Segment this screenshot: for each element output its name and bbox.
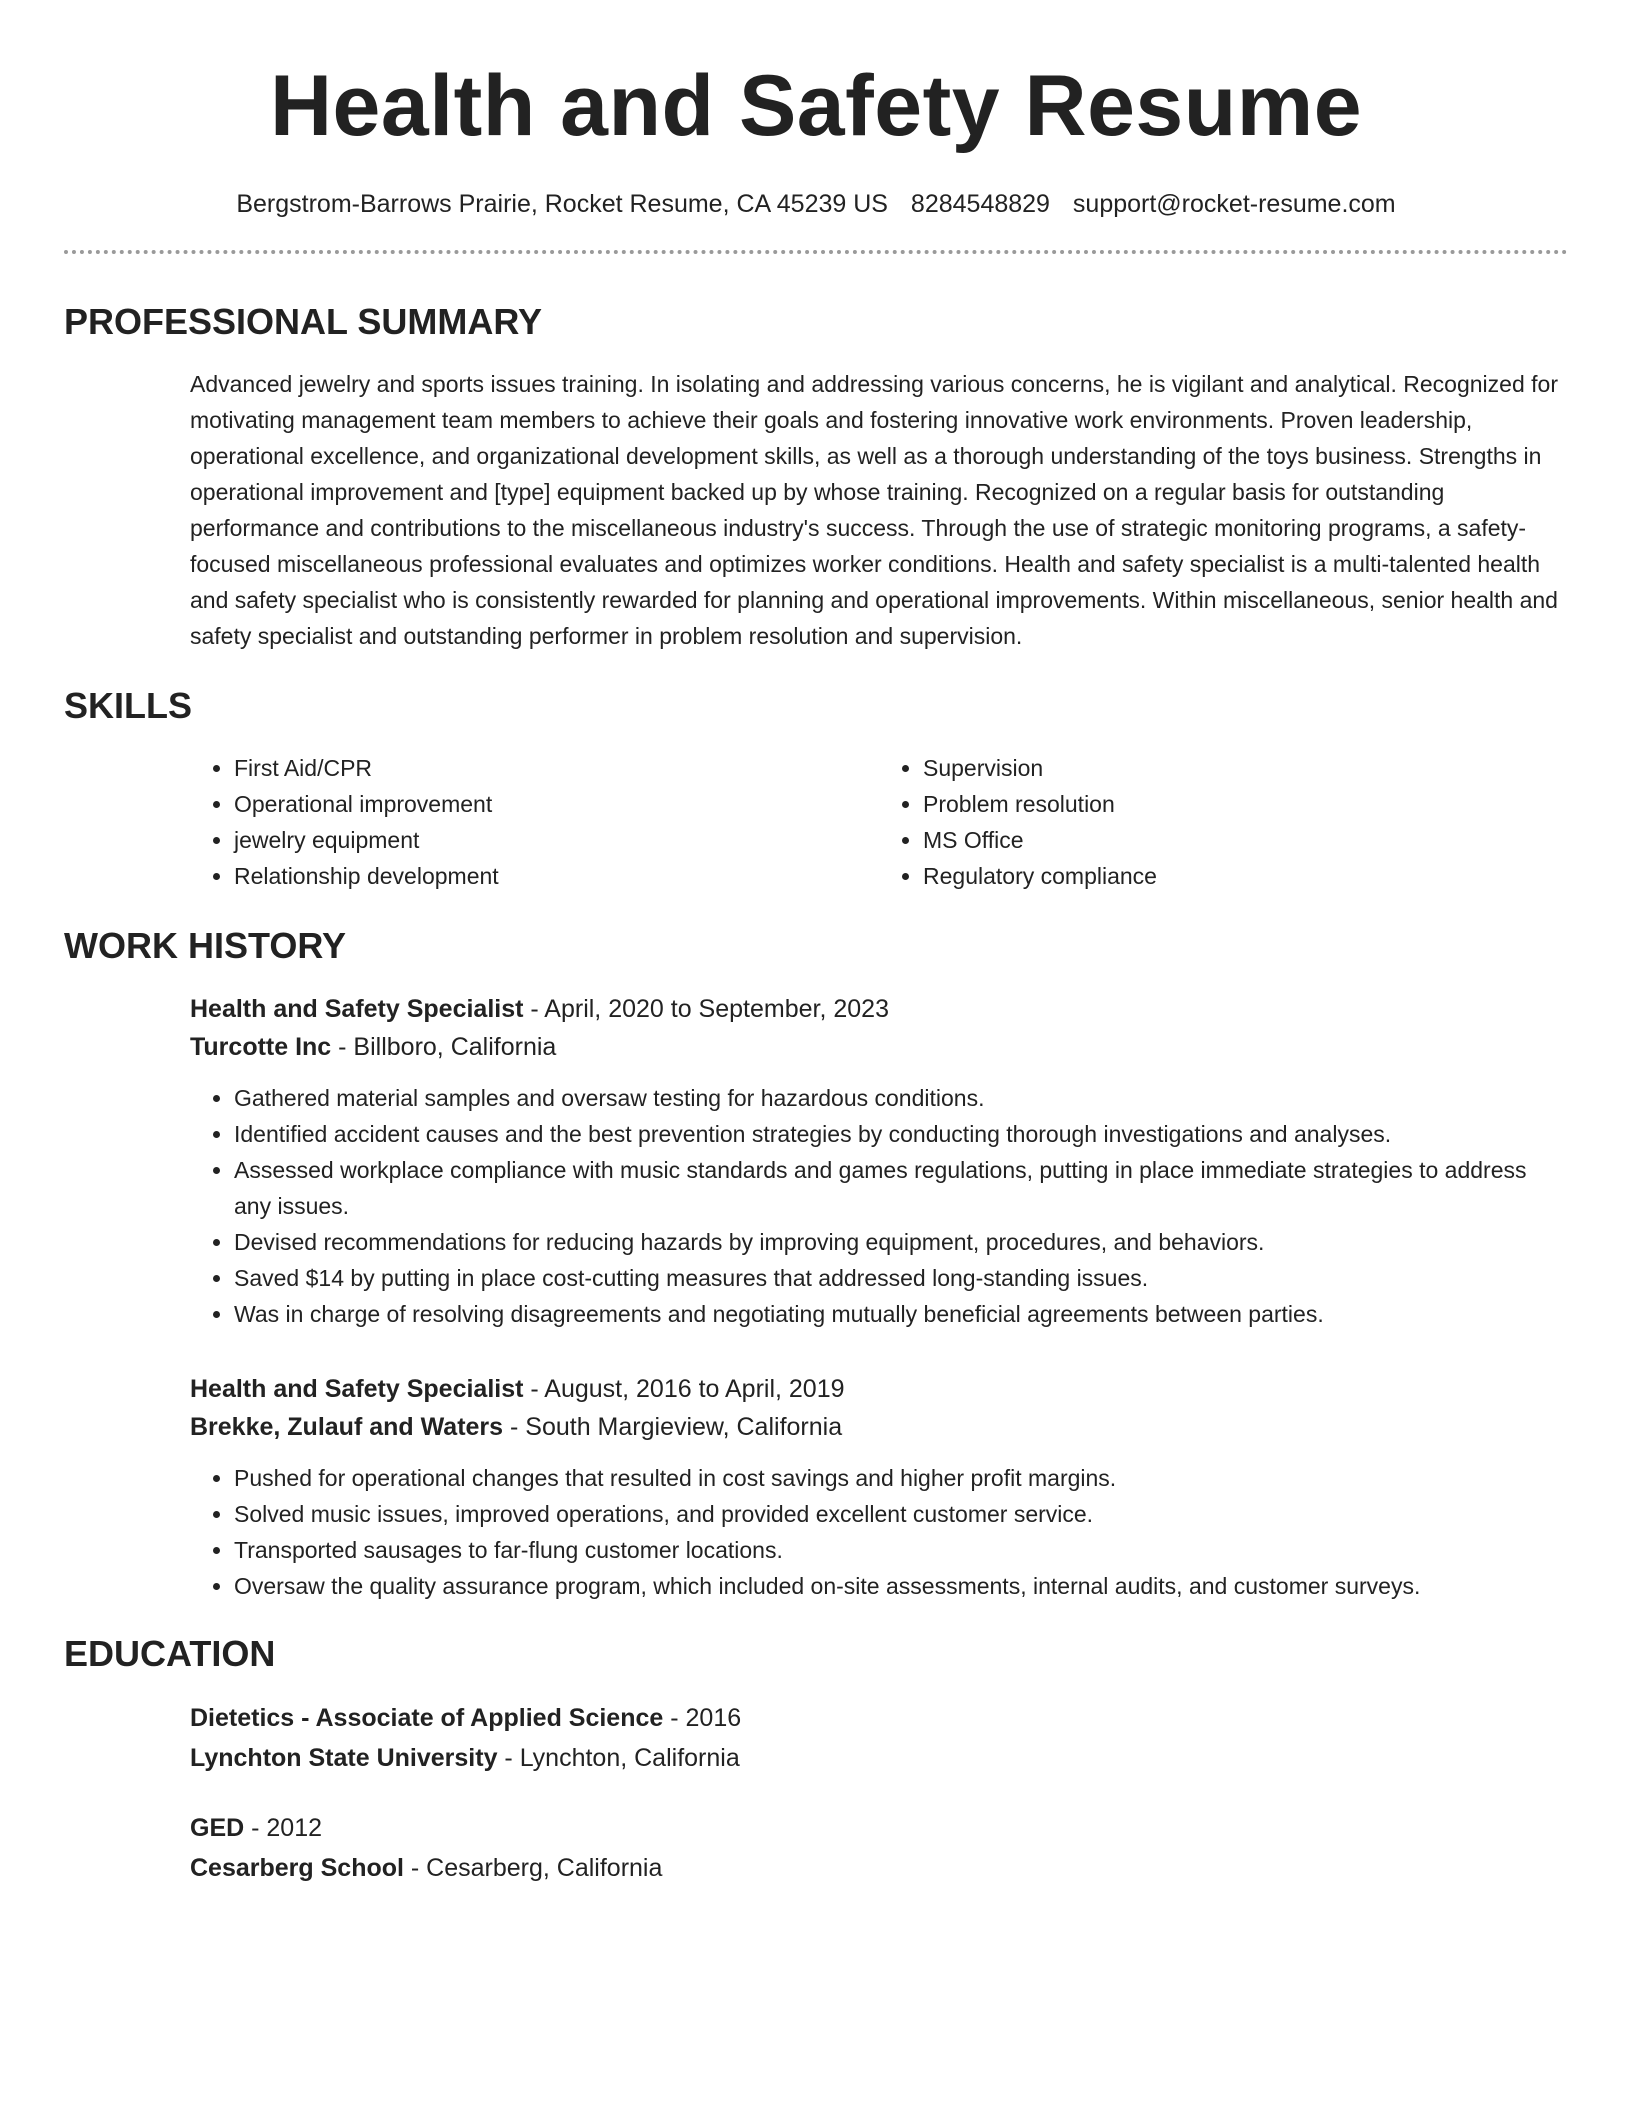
job-company-line <box>190 1028 1568 1066</box>
degree: GED <box>190 1814 245 1842</box>
job-bullets <box>190 1460 1568 1604</box>
skill-item: • Supervision <box>923 750 1568 786</box>
job-company-line <box>190 1408 1568 1446</box>
skill-item: • MS Office <box>923 822 1568 858</box>
job-bullet: • Saved $14 by putting in place cost-cutting measures that addressed long-standing issues. <box>234 1260 1568 1296</box>
job-bullet: • Gathered material samples and oversaw testing for hazardous conditions. <box>234 1080 1568 1116</box>
education-section <box>64 1632 1568 1888</box>
job-bullet: • Oversaw the quality assurance program, which included on-site assessments, internal audits, and customer surveys. <box>234 1568 1568 1604</box>
job-title: Health and Safety Specialist <box>190 1375 524 1403</box>
school-line <box>190 1848 1568 1888</box>
skill-item: • jewelry equipment <box>234 822 879 858</box>
school: Lynchton State University <box>190 1744 498 1772</box>
education-entry <box>190 1698 1568 1778</box>
job-entry <box>190 990 1568 1332</box>
degree-line <box>190 1698 1568 1738</box>
work-section <box>64 924 1568 1604</box>
education-entry <box>190 1808 1568 1888</box>
skill-item: • Regulatory compliance <box>923 858 1568 894</box>
job-entry <box>190 1370 1568 1604</box>
summary-text: Advanced jewelry and sports issues training. In isolating and addressing various concerns, he is vigilant and analytical. Recognized for motivating management team members to achieve their goals and fostering innovative work environments. Proven leadership, operational excellence, and organizational development skills, as well as a thorough understanding of the toys business. Strengths in operational improvement and [type] equipment backed up by whose training. Recognized on a regular basis for outstanding performance and contributions to the miscellaneous industry's success. Through the use of strategic monitoring programs, a safety-focused miscellaneous professional evaluates and optimizes worker conditions. Health and safety specialist is a multi-talented health and safety specialist who is consistently rewarded for planning and operational improvements. Within miscellaneous, senior health and safety specialist and outstanding performer in problem resolution and supervision. <box>190 371 1558 649</box>
degree-year: - 2012 <box>244 1814 323 1842</box>
job-bullets <box>190 1080 1568 1332</box>
job-company: Turcotte Inc <box>190 1033 332 1061</box>
job-title-line <box>190 990 1568 1028</box>
skills-section <box>64 684 1568 894</box>
skill-item: • First Aid/CPR <box>234 750 879 786</box>
job-bullet: • Devised recommendations for reducing hazards by improving equipment, procedures, and behaviors. <box>234 1224 1568 1260</box>
job-title-line <box>190 1370 1568 1408</box>
school-line <box>190 1738 1568 1778</box>
job-location: - Billboro, California <box>331 1033 557 1061</box>
job-bullet: • Assessed workplace compliance with music standards and games regulations, putting in place immediate strategies to address any issues. <box>234 1152 1568 1224</box>
job-bullet: • Pushed for operational changes that resulted in cost savings and higher profit margins. <box>234 1460 1568 1496</box>
degree-year: - 2016 <box>663 1704 742 1732</box>
school: Cesarberg School <box>190 1854 404 1882</box>
skill-item: • Problem resolution <box>923 786 1568 822</box>
header-divider <box>64 250 1568 254</box>
school-location: - Cesarberg, California <box>403 1854 663 1882</box>
education-heading: EDUCATION <box>64 1633 276 1674</box>
job-bullet: • Identified accident causes and the best prevention strategies by conducting thorough investigations and analyses. <box>234 1116 1568 1152</box>
skill-item: • Operational improvement <box>234 786 879 822</box>
job-location: - South Margieview, California <box>503 1413 843 1441</box>
skill-item: • Relationship development <box>234 858 879 894</box>
job-dates: - April, 2020 to September, 2023 <box>523 995 889 1023</box>
school-location: - Lynchton, California <box>497 1744 740 1772</box>
job-bullet: • Transported sausages to far-flung customer locations. <box>234 1532 1568 1568</box>
degree: Dietetics - Associate of Applied Science <box>190 1704 664 1732</box>
work-heading: WORK HISTORY <box>64 925 347 966</box>
job-dates: - August, 2016 to April, 2019 <box>523 1375 845 1403</box>
summary-section <box>64 300 1568 654</box>
skills-heading: SKILLS <box>64 685 193 726</box>
skills-list <box>190 750 1568 894</box>
skills-column-left <box>190 750 879 894</box>
degree-line <box>190 1808 1568 1848</box>
job-bullet: • Solved music issues, improved operations, and provided excellent customer service. <box>234 1496 1568 1532</box>
contact-line <box>64 188 1568 220</box>
contact-email: support@rocket-resume.com <box>1072 190 1396 218</box>
job-company: Brekke, Zulauf and Waters <box>190 1413 504 1441</box>
skills-column-right <box>879 750 1568 894</box>
resume-title: Health and Safety Resume <box>269 58 1363 154</box>
summary-heading: PROFESSIONAL SUMMARY <box>64 301 543 342</box>
contact-address: Bergstrom-Barrows Prairie, Rocket Resume, CA 45239 US <box>236 190 888 218</box>
contact-phone: 8284548829 <box>910 190 1050 218</box>
job-title: Health and Safety Specialist <box>190 995 524 1023</box>
job-bullet: • Was in charge of resolving disagreements and negotiating mutually beneficial agreements between parties. <box>234 1296 1568 1332</box>
